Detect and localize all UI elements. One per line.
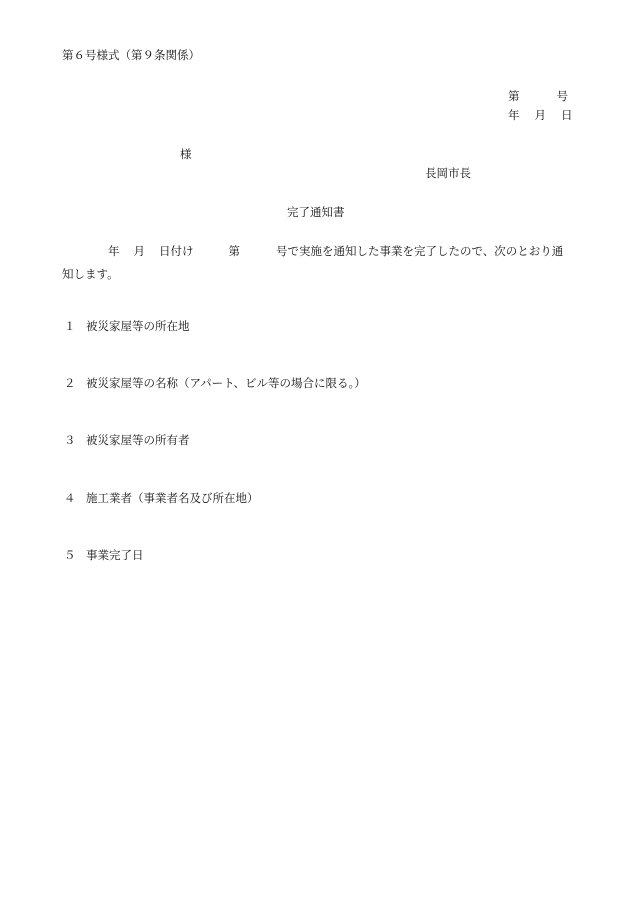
- list-item: [64, 547, 144, 563]
- item-label: 事業完了日: [86, 548, 144, 562]
- item-number: ５: [64, 548, 76, 562]
- list-item: [64, 432, 190, 448]
- list-item: [64, 318, 190, 334]
- reference-number: [508, 88, 568, 104]
- item-label: 被災家屋等の所在地: [86, 319, 190, 333]
- date-year: 年: [508, 108, 520, 122]
- item-number: ４: [64, 491, 76, 505]
- body-day-dated: 日付け: [159, 244, 194, 258]
- body-dai: 第: [228, 244, 240, 258]
- ref-dai: 第: [508, 89, 520, 103]
- body-month: 月: [133, 244, 145, 258]
- body-paragraph: [62, 240, 572, 286]
- item-number: ２: [64, 376, 76, 390]
- document-title: 完了通知書: [287, 205, 345, 219]
- item-number: １: [64, 319, 76, 333]
- issue-date: [508, 107, 573, 123]
- date-day: 日: [561, 108, 573, 122]
- ref-go: 号: [556, 89, 568, 103]
- addressee: 様: [180, 147, 192, 161]
- list-item: [64, 490, 259, 506]
- body-year: 年: [108, 244, 120, 258]
- form-number: 第６号様式（第９条関係）: [62, 48, 200, 62]
- item-label: 被災家屋等の所有者: [86, 433, 190, 447]
- issuer: 長岡市長: [425, 166, 471, 180]
- list-item: [64, 375, 366, 391]
- date-month: 月: [534, 108, 546, 122]
- item-number: ３: [64, 433, 76, 447]
- item-label: 被災家屋等の名称（アパート、ビル等の場合に限る。）: [86, 376, 366, 390]
- item-label: 施工業者（事業者名及び所在地）: [86, 491, 259, 505]
- body-text: 号で実施を通知した事業を完了したので、次のとおり通知します。: [62, 244, 564, 281]
